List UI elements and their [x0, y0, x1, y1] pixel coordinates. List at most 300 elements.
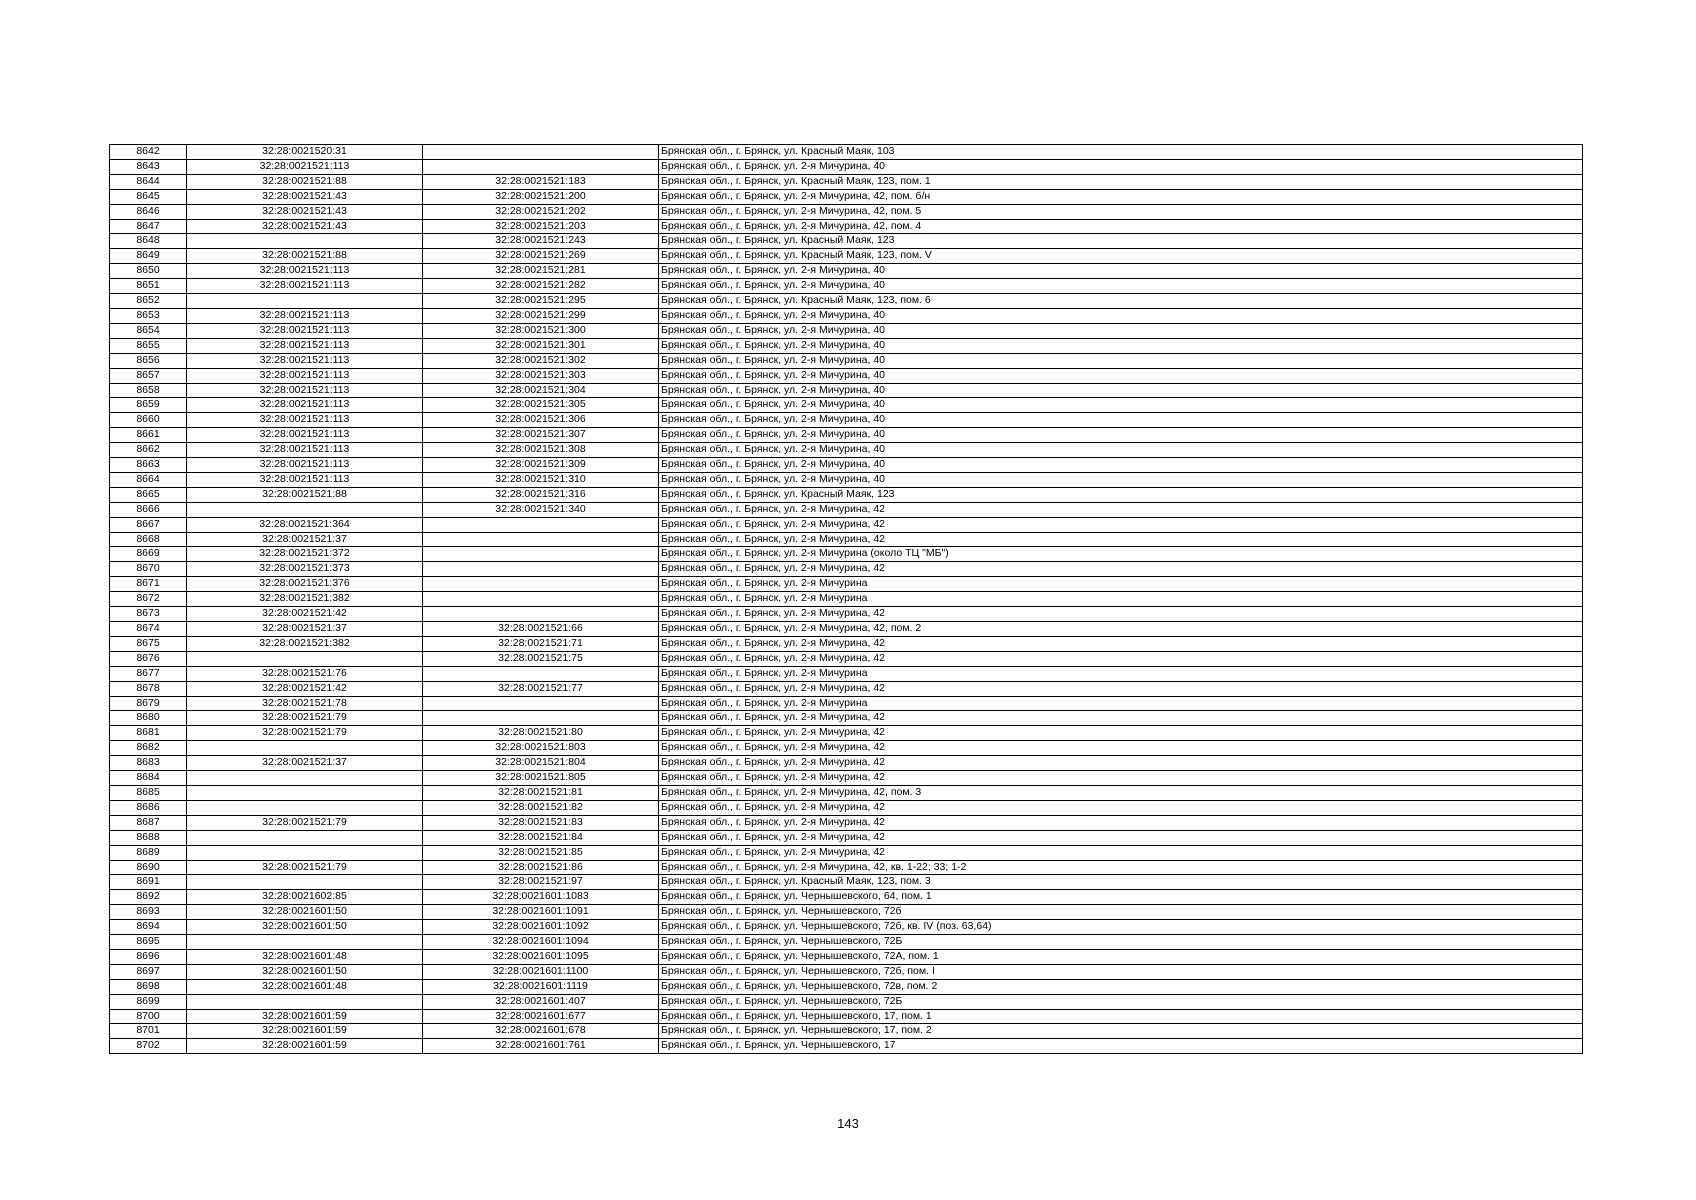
parcel-cadastral-cell: 32:28:0021602:85	[187, 890, 423, 905]
row-number-cell: 8701	[110, 1024, 187, 1039]
row-number-cell: 8686	[110, 800, 187, 815]
row-number-cell: 8666	[110, 502, 187, 517]
parcel-cadastral-cell: 32:28:0021521:79	[187, 726, 423, 741]
address-cell: Брянская обл., г. Брянск, ул. Красный Маяк, 123	[659, 487, 1583, 502]
address-cell: Брянская обл., г. Брянск, ул. Красный Маяк, 123, пом. V	[659, 249, 1583, 264]
row-number-cell: 8695	[110, 935, 187, 950]
object-cadastral-cell: 32:28:0021521:309	[423, 458, 659, 473]
row-number-cell: 8643	[110, 159, 187, 174]
address-cell: Брянская обл., г. Брянск, ул. 2-я Мичурина, 42, кв. 1-22; 33; 1-2	[659, 860, 1583, 875]
object-cadastral-cell: 32:28:0021521:77	[423, 681, 659, 696]
row-number-cell: 8654	[110, 323, 187, 338]
address-cell: Брянская обл., г. Брянск, ул. Красный Маяк, 123, пом. 6	[659, 294, 1583, 309]
address-cell: Брянская обл., г. Брянск, ул. 2-я Мичурина, 42	[659, 711, 1583, 726]
row-number-cell: 8697	[110, 964, 187, 979]
row-number-cell: 8648	[110, 234, 187, 249]
object-cadastral-cell: 32:28:0021521:340	[423, 502, 659, 517]
object-cadastral-cell	[423, 145, 659, 160]
table-row	[110, 204, 1583, 219]
parcel-cadastral-cell: 32:28:0021521:373	[187, 562, 423, 577]
table-row	[110, 920, 1583, 935]
parcel-cadastral-cell: 32:28:0021521:113	[187, 368, 423, 383]
table-row	[110, 756, 1583, 771]
object-cadastral-cell: 32:28:0021521:299	[423, 308, 659, 323]
row-number-cell: 8696	[110, 949, 187, 964]
table-row	[110, 666, 1583, 681]
address-cell: Брянская обл., г. Брянск, ул. Чернышевского, 72б, кв. IV (поз. 63,64)	[659, 920, 1583, 935]
object-cadastral-cell: 32:28:0021521:86	[423, 860, 659, 875]
registry-table-body	[110, 145, 1583, 1054]
parcel-cadastral-cell	[187, 294, 423, 309]
table-row	[110, 159, 1583, 174]
parcel-cadastral-cell: 32:28:0021521:113	[187, 159, 423, 174]
address-cell: Брянская обл., г. Брянск, ул. 2-я Мичурина	[659, 666, 1583, 681]
parcel-cadastral-cell: 32:28:0021601:50	[187, 964, 423, 979]
object-cadastral-cell: 32:28:0021521:81	[423, 785, 659, 800]
row-number-cell: 8663	[110, 458, 187, 473]
row-number-cell: 8670	[110, 562, 187, 577]
table-row	[110, 308, 1583, 323]
parcel-cadastral-cell	[187, 994, 423, 1009]
table-row	[110, 517, 1583, 532]
object-cadastral-cell: 32:28:0021601:678	[423, 1024, 659, 1039]
object-cadastral-cell: 32:28:0021521:202	[423, 204, 659, 219]
table-row	[110, 383, 1583, 398]
object-cadastral-cell	[423, 532, 659, 547]
address-cell: Брянская обл., г. Брянск, ул. 2-я Мичурина, 42	[659, 502, 1583, 517]
table-row	[110, 696, 1583, 711]
parcel-cadastral-cell	[187, 845, 423, 860]
parcel-cadastral-cell	[187, 234, 423, 249]
table-row	[110, 338, 1583, 353]
table-row	[110, 726, 1583, 741]
row-number-cell: 8673	[110, 607, 187, 622]
object-cadastral-cell: 32:28:0021601:407	[423, 994, 659, 1009]
address-cell: Брянская обл., г. Брянск, ул. 2-я Мичурина, 42	[659, 607, 1583, 622]
table-row	[110, 935, 1583, 950]
address-cell: Брянская обл., г. Брянск, ул. 2-я Мичурина, 42	[659, 741, 1583, 756]
object-cadastral-cell: 32:28:0021521:310	[423, 472, 659, 487]
parcel-cadastral-cell: 32:28:0021521:37	[187, 756, 423, 771]
row-number-cell: 8691	[110, 875, 187, 890]
address-cell: Брянская обл., г. Брянск, ул. Чернышевского, 72б, пом. I	[659, 964, 1583, 979]
object-cadastral-cell: 32:28:0021521:302	[423, 353, 659, 368]
row-number-cell: 8698	[110, 979, 187, 994]
table-row	[110, 592, 1583, 607]
address-cell: Брянская обл., г. Брянск, ул. Чернышевского, 17, пом. 2	[659, 1024, 1583, 1039]
table-row	[110, 234, 1583, 249]
table-row	[110, 264, 1583, 279]
parcel-cadastral-cell: 32:28:0021521:113	[187, 264, 423, 279]
row-number-cell: 8656	[110, 353, 187, 368]
row-number-cell: 8647	[110, 219, 187, 234]
address-cell: Брянская обл., г. Брянск, ул. 2-я Мичурина, 42	[659, 532, 1583, 547]
table-row	[110, 875, 1583, 890]
parcel-cadastral-cell: 32:28:0021521:88	[187, 174, 423, 189]
row-number-cell: 8642	[110, 145, 187, 160]
parcel-cadastral-cell: 32:28:0021601:48	[187, 949, 423, 964]
table-row	[110, 577, 1583, 592]
object-cadastral-cell: 32:28:0021601:1100	[423, 964, 659, 979]
object-cadastral-cell	[423, 547, 659, 562]
object-cadastral-cell: 32:28:0021601:1091	[423, 905, 659, 920]
parcel-cadastral-cell	[187, 785, 423, 800]
parcel-cadastral-cell: 32:28:0021521:113	[187, 323, 423, 338]
parcel-cadastral-cell: 32:28:0021521:113	[187, 428, 423, 443]
object-cadastral-cell: 32:28:0021521:307	[423, 428, 659, 443]
row-number-cell: 8682	[110, 741, 187, 756]
address-cell: Брянская обл., г. Брянск, ул. 2-я Мичурина, 42, пом. 5	[659, 204, 1583, 219]
object-cadastral-cell: 32:28:0021521:269	[423, 249, 659, 264]
parcel-cadastral-cell: 32:28:0021521:43	[187, 219, 423, 234]
address-cell: Брянская обл., г. Брянск, ул. 2-я Мичурина, 42, пом. б/н	[659, 189, 1583, 204]
parcel-cadastral-cell: 32:28:0021601:59	[187, 1024, 423, 1039]
parcel-cadastral-cell: 32:28:0021601:48	[187, 979, 423, 994]
address-cell: Брянская обл., г. Брянск, ул. Чернышевского, 72А, пом. 1	[659, 949, 1583, 964]
row-number-cell: 8653	[110, 308, 187, 323]
row-number-cell: 8665	[110, 487, 187, 502]
row-number-cell: 8644	[110, 174, 187, 189]
address-cell: Брянская обл., г. Брянск, ул. Красный Маяк, 103	[659, 145, 1583, 160]
address-cell: Брянская обл., г. Брянск, ул. Чернышевского, 72Б	[659, 994, 1583, 1009]
address-cell: Брянская обл., г. Брянск, ул. 2-я Мичурина, 40	[659, 458, 1583, 473]
table-row	[110, 458, 1583, 473]
table-row	[110, 145, 1583, 160]
object-cadastral-cell: 32:28:0021521:83	[423, 815, 659, 830]
parcel-cadastral-cell: 32:28:0021601:59	[187, 1039, 423, 1054]
address-cell: Брянская обл., г. Брянск, ул. Красный Маяк, 123, пом. 1	[659, 174, 1583, 189]
row-number-cell: 8645	[110, 189, 187, 204]
object-cadastral-cell: 32:28:0021601:1094	[423, 935, 659, 950]
table-row	[110, 800, 1583, 815]
object-cadastral-cell: 32:28:0021601:761	[423, 1039, 659, 1054]
table-row	[110, 428, 1583, 443]
table-row	[110, 353, 1583, 368]
table-row	[110, 443, 1583, 458]
parcel-cadastral-cell: 32:28:0021521:76	[187, 666, 423, 681]
row-number-cell: 8658	[110, 383, 187, 398]
table-row	[110, 949, 1583, 964]
parcel-cadastral-cell: 32:28:0021521:113	[187, 353, 423, 368]
row-number-cell: 8650	[110, 264, 187, 279]
address-cell: Брянская обл., г. Брянск, ул. 2-я Мичурина, 42	[659, 681, 1583, 696]
object-cadastral-cell	[423, 607, 659, 622]
address-cell: Брянская обл., г. Брянск, ул. 2-я Мичурина, 40	[659, 353, 1583, 368]
parcel-cadastral-cell: 32:28:0021521:376	[187, 577, 423, 592]
address-cell: Брянская обл., г. Брянск, ул. 2-я Мичурина, 42	[659, 756, 1583, 771]
object-cadastral-cell: 32:28:0021521:80	[423, 726, 659, 741]
table-row	[110, 398, 1583, 413]
table-row	[110, 994, 1583, 1009]
parcel-cadastral-cell: 32:28:0021521:79	[187, 860, 423, 875]
table-row	[110, 905, 1583, 920]
table-row	[110, 1039, 1583, 1054]
address-cell: Брянская обл., г. Брянск, ул. 2-я Мичурина, 42, пом. 3	[659, 785, 1583, 800]
page-number: 143	[837, 1116, 859, 1131]
row-number-cell: 8668	[110, 532, 187, 547]
object-cadastral-cell: 32:28:0021521:301	[423, 338, 659, 353]
object-cadastral-cell: 32:28:0021521:75	[423, 651, 659, 666]
address-cell: Брянская обл., г. Брянск, ул. 2-я Мичурина, 42	[659, 830, 1583, 845]
object-cadastral-cell: 32:28:0021521:803	[423, 741, 659, 756]
parcel-cadastral-cell: 32:28:0021521:372	[187, 547, 423, 562]
object-cadastral-cell	[423, 517, 659, 532]
row-number-cell: 8655	[110, 338, 187, 353]
row-number-cell: 8672	[110, 592, 187, 607]
object-cadastral-cell: 32:28:0021521:295	[423, 294, 659, 309]
table-row	[110, 323, 1583, 338]
address-cell: Брянская обл., г. Брянск, ул. 2-я Мичурина, 40	[659, 413, 1583, 428]
table-row	[110, 681, 1583, 696]
parcel-cadastral-cell: 32:28:0021521:113	[187, 413, 423, 428]
table-row	[110, 622, 1583, 637]
row-number-cell: 8662	[110, 443, 187, 458]
row-number-cell: 8675	[110, 636, 187, 651]
table-row	[110, 547, 1583, 562]
object-cadastral-cell: 32:28:0021601:1092	[423, 920, 659, 935]
address-cell: Брянская обл., г. Брянск, ул. 2-я Мичурина	[659, 592, 1583, 607]
address-cell: Брянская обл., г. Брянск, ул. 2-я Мичурина, 40	[659, 398, 1583, 413]
object-cadastral-cell: 32:28:0021521:82	[423, 800, 659, 815]
parcel-cadastral-cell	[187, 875, 423, 890]
row-number-cell: 8661	[110, 428, 187, 443]
row-number-cell: 8667	[110, 517, 187, 532]
address-cell: Брянская обл., г. Брянск, ул. 2-я Мичурина, 40	[659, 443, 1583, 458]
table-row	[110, 487, 1583, 502]
table-row	[110, 890, 1583, 905]
address-cell: Брянская обл., г. Брянск, ул. 2-я Мичурина	[659, 577, 1583, 592]
row-number-cell: 8649	[110, 249, 187, 264]
table-row	[110, 562, 1583, 577]
object-cadastral-cell: 32:28:0021521:805	[423, 771, 659, 786]
address-cell: Брянская обл., г. Брянск, ул. 2-я Мичурина	[659, 696, 1583, 711]
object-cadastral-cell: 32:28:0021521:304	[423, 383, 659, 398]
table-row	[110, 979, 1583, 994]
parcel-cadastral-cell: 32:28:0021521:113	[187, 458, 423, 473]
table-row	[110, 294, 1583, 309]
table-row	[110, 964, 1583, 979]
row-number-cell: 8669	[110, 547, 187, 562]
object-cadastral-cell: 32:28:0021521:66	[423, 622, 659, 637]
object-cadastral-cell: 32:28:0021521:306	[423, 413, 659, 428]
row-number-cell: 8693	[110, 905, 187, 920]
table-row	[110, 830, 1583, 845]
address-cell: Брянская обл., г. Брянск, ул. Чернышевского, 64, пом. 1	[659, 890, 1583, 905]
object-cadastral-cell: 32:28:0021521:308	[423, 443, 659, 458]
row-number-cell: 8687	[110, 815, 187, 830]
parcel-cadastral-cell: 32:28:0021521:382	[187, 592, 423, 607]
table-row	[110, 502, 1583, 517]
table-row	[110, 711, 1583, 726]
object-cadastral-cell	[423, 562, 659, 577]
row-number-cell: 8681	[110, 726, 187, 741]
address-cell: Брянская обл., г. Брянск, ул. Красный Маяк, 123	[659, 234, 1583, 249]
row-number-cell: 8685	[110, 785, 187, 800]
address-cell: Брянская обл., г. Брянск, ул. 2-я Мичурина, 42	[659, 517, 1583, 532]
table-row	[110, 249, 1583, 264]
row-number-cell: 8694	[110, 920, 187, 935]
address-cell: Брянская обл., г. Брянск, ул. 2-я Мичурина, 42	[659, 726, 1583, 741]
parcel-cadastral-cell	[187, 502, 423, 517]
address-cell: Брянская обл., г. Брянск, ул. 2-я Мичурина, 40	[659, 338, 1583, 353]
row-number-cell: 8700	[110, 1009, 187, 1024]
address-cell: Брянская обл., г. Брянск, ул. Чернышевского, 17	[659, 1039, 1583, 1054]
row-number-cell: 8660	[110, 413, 187, 428]
address-cell: Брянская обл., г. Брянск, ул. 2-я Мичурина, 40	[659, 159, 1583, 174]
object-cadastral-cell: 32:28:0021521:97	[423, 875, 659, 890]
parcel-cadastral-cell: 32:28:0021521:364	[187, 517, 423, 532]
object-cadastral-cell: 32:28:0021521:85	[423, 845, 659, 860]
object-cadastral-cell: 32:28:0021521:183	[423, 174, 659, 189]
address-cell: Брянская обл., г. Брянск, ул. 2-я Мичурина, 42	[659, 845, 1583, 860]
address-cell: Брянская обл., г. Брянск, ул. 2-я Мичурина, 40	[659, 472, 1583, 487]
row-number-cell: 8684	[110, 771, 187, 786]
address-cell: Брянская обл., г. Брянск, ул. 2-я Мичурина, 42	[659, 636, 1583, 651]
table-row	[110, 607, 1583, 622]
table-row	[110, 785, 1583, 800]
object-cadastral-cell: 32:28:0021521:281	[423, 264, 659, 279]
table-row	[110, 636, 1583, 651]
parcel-cadastral-cell	[187, 800, 423, 815]
row-number-cell: 8674	[110, 622, 187, 637]
row-number-cell: 8676	[110, 651, 187, 666]
address-cell: Брянская обл., г. Брянск, ул. 2-я Мичурина, 40	[659, 264, 1583, 279]
address-cell: Брянская обл., г. Брянск, ул. Чернышевского, 72в, пом. 2	[659, 979, 1583, 994]
parcel-cadastral-cell	[187, 741, 423, 756]
object-cadastral-cell: 32:28:0021601:677	[423, 1009, 659, 1024]
parcel-cadastral-cell: 32:28:0021521:79	[187, 815, 423, 830]
parcel-cadastral-cell: 32:28:0021521:37	[187, 622, 423, 637]
parcel-cadastral-cell: 32:28:0021521:42	[187, 681, 423, 696]
row-number-cell: 8692	[110, 890, 187, 905]
parcel-cadastral-cell: 32:28:0021521:88	[187, 487, 423, 502]
row-number-cell: 8664	[110, 472, 187, 487]
row-number-cell: 8651	[110, 279, 187, 294]
address-cell: Брянская обл., г. Брянск, ул. Чернышевского, 17, пом. 1	[659, 1009, 1583, 1024]
parcel-cadastral-cell: 32:28:0021521:78	[187, 696, 423, 711]
table-row	[110, 845, 1583, 860]
parcel-cadastral-cell: 32:28:0021521:37	[187, 532, 423, 547]
parcel-cadastral-cell: 32:28:0021521:88	[187, 249, 423, 264]
table-row	[110, 815, 1583, 830]
parcel-cadastral-cell: 32:28:0021601:50	[187, 905, 423, 920]
parcel-cadastral-cell	[187, 651, 423, 666]
row-number-cell: 8688	[110, 830, 187, 845]
parcel-cadastral-cell: 32:28:0021520:31	[187, 145, 423, 160]
parcel-cadastral-cell	[187, 935, 423, 950]
parcel-cadastral-cell: 32:28:0021601:50	[187, 920, 423, 935]
address-cell: Брянская обл., г. Брянск, ул. 2-я Мичурина, 42	[659, 815, 1583, 830]
address-cell: Брянская обл., г. Брянск, ул. Красный Маяк, 123, пом. 3	[659, 875, 1583, 890]
object-cadastral-cell: 32:28:0021601:1083	[423, 890, 659, 905]
object-cadastral-cell: 32:28:0021521:243	[423, 234, 659, 249]
object-cadastral-cell: 32:28:0021521:316	[423, 487, 659, 502]
table-row	[110, 368, 1583, 383]
parcel-cadastral-cell: 32:28:0021521:113	[187, 308, 423, 323]
address-cell: Брянская обл., г. Брянск, ул. Чернышевского, 72Б	[659, 935, 1583, 950]
row-number-cell: 8702	[110, 1039, 187, 1054]
row-number-cell: 8677	[110, 666, 187, 681]
address-cell: Брянская обл., г. Брянск, ул. 2-я Мичурина, 42	[659, 771, 1583, 786]
row-number-cell: 8678	[110, 681, 187, 696]
address-cell: Брянская обл., г. Брянск, ул. 2-я Мичурина, 40	[659, 368, 1583, 383]
row-number-cell: 8657	[110, 368, 187, 383]
address-cell: Брянская обл., г. Брянск, ул. 2-я Мичурина, 40	[659, 383, 1583, 398]
address-cell: Брянская обл., г. Брянск, ул. 2-я Мичурина, 42	[659, 651, 1583, 666]
address-cell: Брянская обл., г. Брянск, ул. Чернышевского, 72б	[659, 905, 1583, 920]
row-number-cell: 8679	[110, 696, 187, 711]
parcel-cadastral-cell: 32:28:0021521:43	[187, 189, 423, 204]
table-row	[110, 219, 1583, 234]
object-cadastral-cell: 32:28:0021521:200	[423, 189, 659, 204]
table-row	[110, 279, 1583, 294]
table-row	[110, 189, 1583, 204]
table-row	[110, 1024, 1583, 1039]
parcel-cadastral-cell: 32:28:0021521:113	[187, 279, 423, 294]
parcel-cadastral-cell: 32:28:0021521:42	[187, 607, 423, 622]
object-cadastral-cell: 32:28:0021601:1119	[423, 979, 659, 994]
table-row	[110, 771, 1583, 786]
address-cell: Брянская обл., г. Брянск, ул. 2-я Мичурина, 42	[659, 800, 1583, 815]
parcel-cadastral-cell: 32:28:0021521:113	[187, 398, 423, 413]
parcel-cadastral-cell: 32:28:0021521:382	[187, 636, 423, 651]
object-cadastral-cell: 32:28:0021521:84	[423, 830, 659, 845]
address-cell: Брянская обл., г. Брянск, ул. 2-я Мичурина, 42, пом. 2	[659, 622, 1583, 637]
address-cell: Брянская обл., г. Брянск, ул. 2-я Мичурина, 40	[659, 428, 1583, 443]
object-cadastral-cell: 32:28:0021521:804	[423, 756, 659, 771]
object-cadastral-cell: 32:28:0021521:203	[423, 219, 659, 234]
parcel-cadastral-cell: 32:28:0021521:79	[187, 711, 423, 726]
registry-table	[109, 144, 1583, 1054]
parcel-cadastral-cell: 32:28:0021601:59	[187, 1009, 423, 1024]
object-cadastral-cell: 32:28:0021521:303	[423, 368, 659, 383]
address-cell: Брянская обл., г. Брянск, ул. 2-я Мичурина, 40	[659, 308, 1583, 323]
row-number-cell: 8680	[110, 711, 187, 726]
table-row	[110, 1009, 1583, 1024]
row-number-cell: 8683	[110, 756, 187, 771]
object-cadastral-cell	[423, 159, 659, 174]
address-cell: Брянская обл., г. Брянск, ул. 2-я Мичурина, 40	[659, 279, 1583, 294]
parcel-cadastral-cell	[187, 771, 423, 786]
table-row	[110, 532, 1583, 547]
parcel-cadastral-cell: 32:28:0021521:113	[187, 472, 423, 487]
parcel-cadastral-cell: 32:28:0021521:113	[187, 338, 423, 353]
address-cell: Брянская обл., г. Брянск, ул. 2-я Мичурина, 42, пом. 4	[659, 219, 1583, 234]
table-row	[110, 860, 1583, 875]
object-cadastral-cell: 32:28:0021521:300	[423, 323, 659, 338]
table-row	[110, 741, 1583, 756]
object-cadastral-cell	[423, 666, 659, 681]
row-number-cell: 8699	[110, 994, 187, 1009]
address-cell: Брянская обл., г. Брянск, ул. 2-я Мичурина, 40	[659, 323, 1583, 338]
parcel-cadastral-cell: 32:28:0021521:113	[187, 383, 423, 398]
object-cadastral-cell: 32:28:0021521:71	[423, 636, 659, 651]
object-cadastral-cell	[423, 711, 659, 726]
table-row	[110, 413, 1583, 428]
row-number-cell: 8690	[110, 860, 187, 875]
row-number-cell: 8646	[110, 204, 187, 219]
object-cadastral-cell: 32:28:0021521:305	[423, 398, 659, 413]
row-number-cell: 8671	[110, 577, 187, 592]
row-number-cell: 8652	[110, 294, 187, 309]
object-cadastral-cell	[423, 577, 659, 592]
parcel-cadastral-cell: 32:28:0021521:43	[187, 204, 423, 219]
table-row	[110, 651, 1583, 666]
parcel-cadastral-cell	[187, 830, 423, 845]
object-cadastral-cell: 32:28:0021521:282	[423, 279, 659, 294]
row-number-cell: 8689	[110, 845, 187, 860]
table-row	[110, 174, 1583, 189]
